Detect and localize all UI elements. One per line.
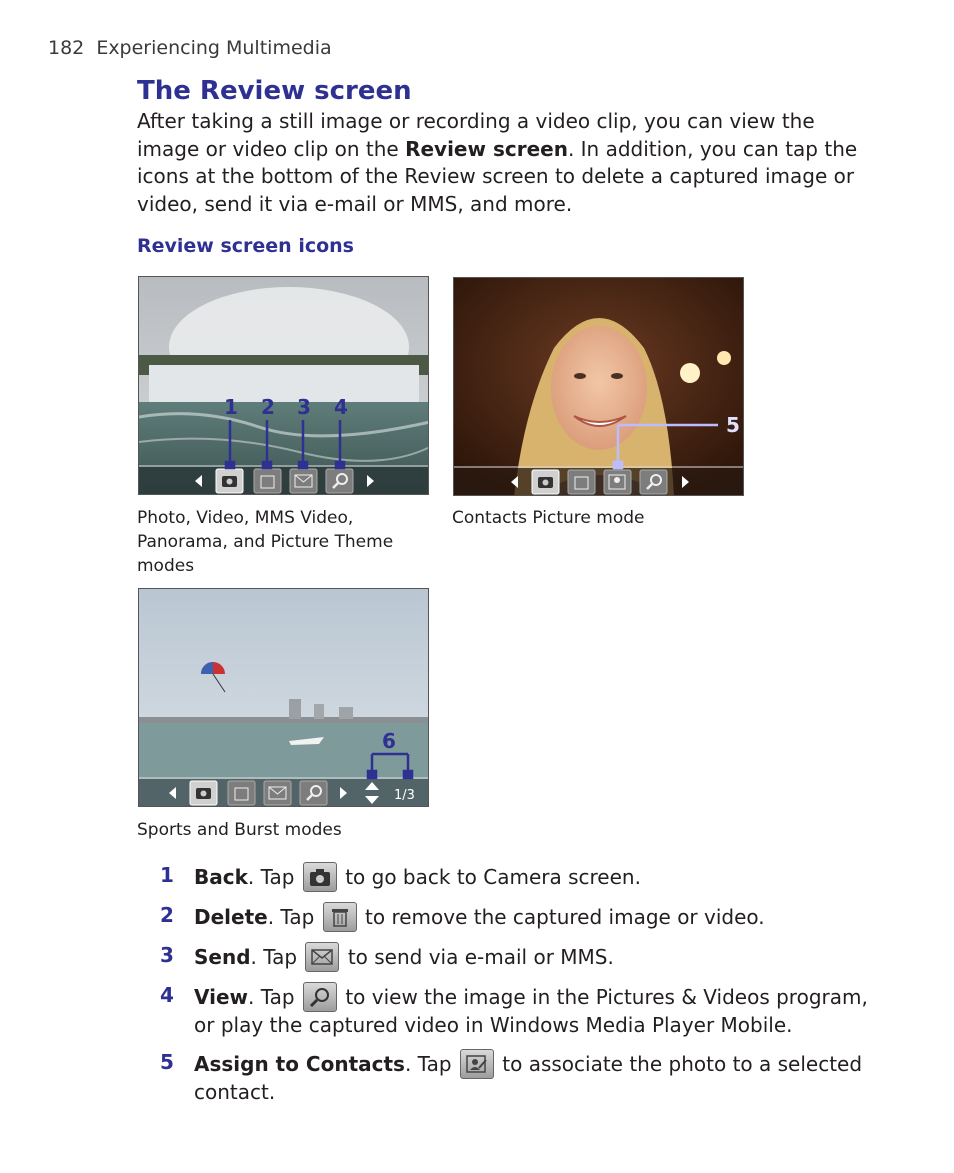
item-term: Back <box>194 865 248 889</box>
icon-descriptions-list <box>160 862 880 1116</box>
item-pre: . Tap <box>248 985 301 1009</box>
item-post: to view the image in the Pictures & Videos program, or play the captured video in Windows Media Player Mobile. <box>194 985 868 1037</box>
item-number: 2 <box>160 903 174 927</box>
camera-icon <box>303 862 337 892</box>
intro-bold: Review screen <box>405 136 568 161</box>
intro-paragraph <box>137 108 867 218</box>
item-number: 3 <box>160 943 174 967</box>
list-item <box>160 982 880 1039</box>
intro-text-2: . In addition, you can tap the icons at the bottom of the Review screen to delete a captured image or video, send it via e-mail or MMS, and more. <box>137 136 858 216</box>
callout-4: 4 <box>334 395 348 419</box>
item-pre: . Tap <box>267 905 321 929</box>
envelope-button <box>264 781 291 805</box>
caption-photo-mode: Photo, Video, MMS Video, Panorama, and Picture Theme modes <box>137 508 394 576</box>
caption-sports-mode: Sports and Burst modes <box>137 820 342 840</box>
item-number: 5 <box>160 1050 174 1074</box>
item-post: to send via e-mail or MMS. <box>341 945 614 969</box>
item-number: 1 <box>160 863 174 887</box>
callout-3: 3 <box>297 395 311 419</box>
item-number: 4 <box>160 983 174 1007</box>
screenshot-contacts-mode <box>453 277 744 496</box>
list-item <box>160 942 880 972</box>
envelope-button <box>290 469 317 493</box>
trash-button <box>568 470 595 494</box>
item-pre: . Tap <box>404 1052 458 1076</box>
subheading: Review screen icons <box>137 235 354 257</box>
screenshot-photo-mode <box>138 276 429 495</box>
item-post: to associate the photo to a selected contact. <box>194 1052 863 1104</box>
callout-6: 6 <box>382 729 396 753</box>
list-item <box>160 1049 880 1106</box>
magnifier-button <box>300 781 327 805</box>
page-title: The Review screen <box>137 76 412 106</box>
item-pre: . Tap <box>250 945 304 969</box>
trash-button <box>254 469 281 493</box>
callout-1: 1 <box>224 395 238 419</box>
item-term: Send <box>194 945 251 969</box>
envelope-icon <box>305 942 339 972</box>
section-name: Experiencing Multimedia <box>96 37 332 59</box>
magnifier-icon <box>303 982 337 1012</box>
trash-icon <box>323 902 357 932</box>
assign-contact-icon <box>460 1049 494 1079</box>
callout-2: 2 <box>261 395 275 419</box>
item-post: to remove the captured image or video. <box>358 905 765 929</box>
item-pre: . Tap <box>247 865 301 889</box>
item-term: View <box>194 985 249 1009</box>
item-post: to go back to Camera screen. <box>338 865 641 889</box>
magnifier-button <box>326 469 353 493</box>
trash-button <box>228 781 255 805</box>
item-term: Delete <box>194 905 268 929</box>
list-item <box>160 862 880 892</box>
list-item <box>160 902 880 932</box>
page-number: 182 <box>48 37 85 59</box>
callout-5: 5 <box>726 413 740 437</box>
item-term: Assign to Contacts <box>194 1052 405 1076</box>
screenshot-sports-mode <box>138 588 429 807</box>
magnifier-button <box>640 470 667 494</box>
page-header <box>48 37 332 59</box>
burst-counter: 1/3 <box>394 788 415 803</box>
intro-text-1: After taking a still image or recording a video clip, you can view the image or video clip on the <box>137 109 815 161</box>
caption-contacts-mode: Contacts Picture mode <box>452 508 645 528</box>
